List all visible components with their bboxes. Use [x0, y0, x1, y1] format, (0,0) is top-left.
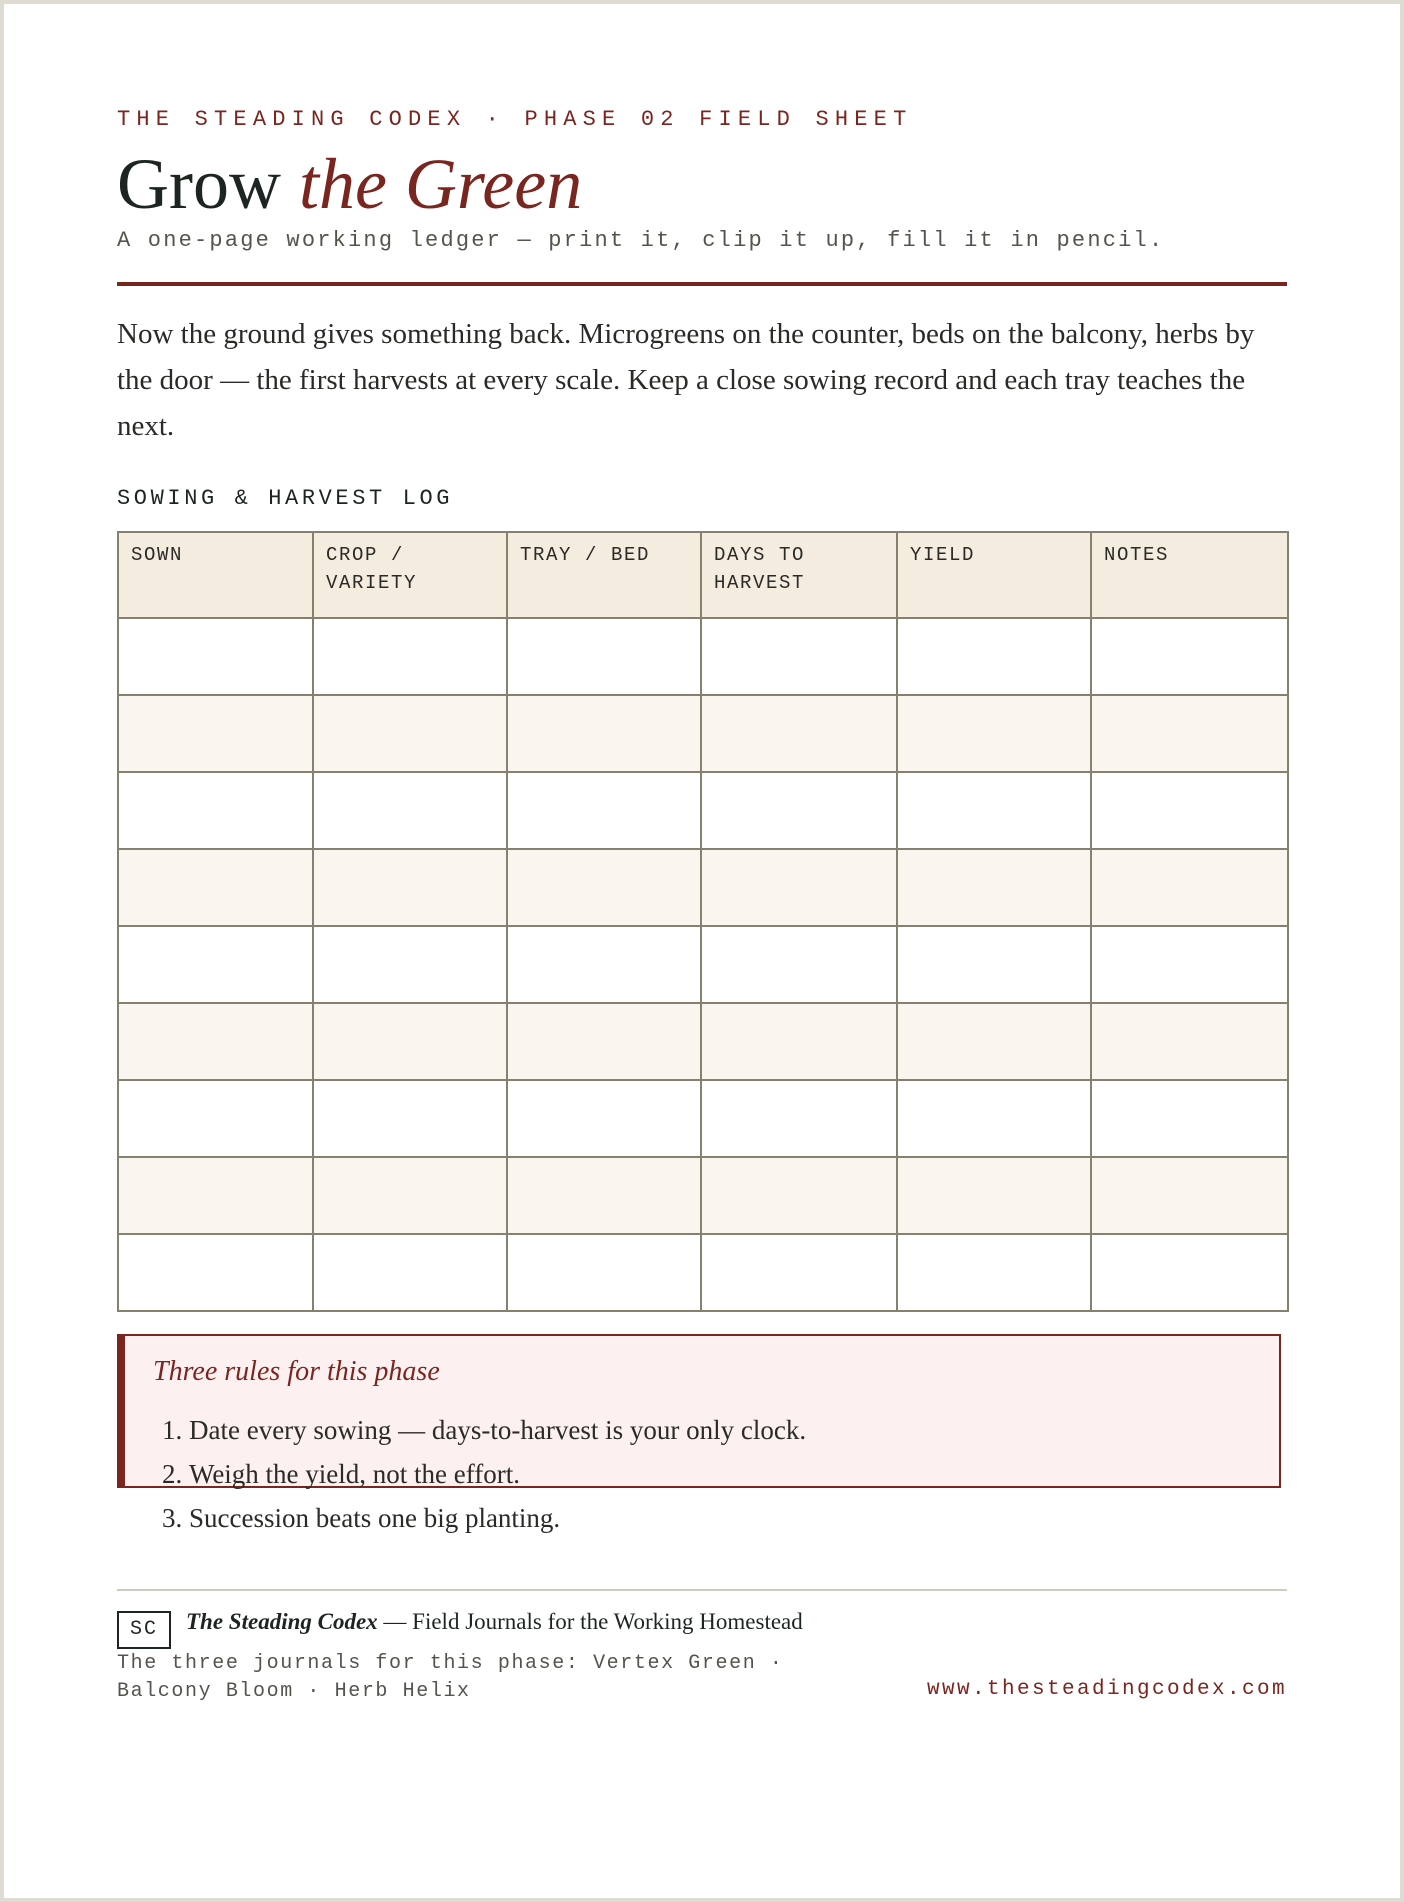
page-title: [117, 142, 582, 226]
log-entry-cell[interactable]: [1091, 1080, 1288, 1157]
log-entry-cell[interactable]: [1091, 1234, 1288, 1311]
log-entry-cell[interactable]: [701, 1003, 897, 1080]
log-entry-cell[interactable]: [507, 1080, 701, 1157]
rule-item: 1. Date every sowing — days-to-harvest is your only clock.: [189, 1408, 806, 1452]
log-entry-cell[interactable]: [1091, 695, 1288, 772]
table-row: [118, 772, 1288, 849]
column-header-days-to-harvest: DAYS TO HARVEST: [701, 532, 897, 618]
log-entry-cell[interactable]: [507, 1157, 701, 1234]
log-entry-cell[interactable]: [118, 618, 313, 695]
log-entry-cell[interactable]: [1091, 772, 1288, 849]
column-header-notes: NOTES: [1091, 532, 1288, 618]
log-entry-cell[interactable]: [897, 1080, 1091, 1157]
title-italic: the Green: [298, 144, 583, 224]
log-entry-cell[interactable]: [313, 926, 507, 1003]
log-entry-cell[interactable]: [507, 926, 701, 1003]
log-entry-cell[interactable]: [701, 1080, 897, 1157]
log-entry-cell[interactable]: [1091, 926, 1288, 1003]
table-header-row: [118, 532, 1288, 618]
table-row: [118, 849, 1288, 926]
table-row: [118, 695, 1288, 772]
log-entry-cell[interactable]: [507, 849, 701, 926]
log-entry-cell[interactable]: [701, 849, 897, 926]
log-entry-cell[interactable]: [118, 772, 313, 849]
log-entry-cell[interactable]: [701, 1157, 897, 1234]
log-entry-cell[interactable]: [118, 695, 313, 772]
column-header-yield: YIELD: [897, 532, 1091, 618]
table-row: [118, 1003, 1288, 1080]
log-entry-cell[interactable]: [118, 849, 313, 926]
rules-heading: Three rules for this phase: [153, 1356, 440, 1387]
log-entry-cell[interactable]: [313, 1003, 507, 1080]
log-entry-cell[interactable]: [313, 1080, 507, 1157]
log-table-body: [118, 618, 1288, 1311]
log-entry-cell[interactable]: [118, 1157, 313, 1234]
log-entry-cell[interactable]: [118, 1080, 313, 1157]
log-section-label: SOWING & HARVEST LOG: [117, 486, 454, 511]
log-entry-cell[interactable]: [313, 772, 507, 849]
log-entry-cell[interactable]: [118, 1003, 313, 1080]
log-entry-cell[interactable]: [897, 1003, 1091, 1080]
footer-brand-line: [186, 1609, 803, 1635]
log-entry-cell[interactable]: [897, 695, 1091, 772]
log-entry-cell[interactable]: [507, 695, 701, 772]
log-entry-cell[interactable]: [1091, 1157, 1288, 1234]
brand-logo-mark: SC: [117, 1611, 171, 1649]
log-entry-cell[interactable]: [507, 772, 701, 849]
log-entry-cell[interactable]: [313, 695, 507, 772]
log-entry-cell[interactable]: [1091, 849, 1288, 926]
page-subtitle: A one-page working ledger — print it, clip it up, fill it in pencil.: [117, 228, 1165, 253]
log-entry-cell[interactable]: [897, 772, 1091, 849]
column-header-sown: SOWN: [118, 532, 313, 618]
log-entry-cell[interactable]: [313, 849, 507, 926]
column-header-crop-variety: CROP / VARIETY: [313, 532, 507, 618]
log-entry-cell[interactable]: [507, 1003, 701, 1080]
table-row: [118, 618, 1288, 695]
log-entry-cell[interactable]: [701, 618, 897, 695]
footer-tagline: — Field Journals for the Working Homestead: [383, 1609, 803, 1634]
log-entry-cell[interactable]: [897, 926, 1091, 1003]
header-divider: [117, 282, 1287, 286]
log-entry-cell[interactable]: [701, 926, 897, 1003]
log-entry-cell[interactable]: [1091, 618, 1288, 695]
log-entry-cell[interactable]: [118, 1234, 313, 1311]
log-entry-cell[interactable]: [507, 618, 701, 695]
intro-paragraph: Now the ground gives something back. Microgreens on the counter, beds on the balcony, herbs by the door — the first harvests at every scale. Keep a close sowing record and each tray teaches the next.: [117, 318, 1255, 442]
title-plain: Grow: [117, 144, 281, 224]
log-entry-cell[interactable]: [313, 618, 507, 695]
table-row: [118, 1234, 1288, 1311]
table-row: [118, 1157, 1288, 1234]
phase-rules-box: [117, 1334, 1281, 1533]
footer-divider: [117, 1589, 1287, 1591]
log-entry-cell[interactable]: [313, 1157, 507, 1234]
log-entry-cell[interactable]: [507, 1234, 701, 1311]
table-row: [118, 1080, 1288, 1157]
footer-journals-note: The three journals for this phase: Vertex Green · Balcony Bloom · Herb Helix: [117, 1652, 784, 1703]
log-entry-cell[interactable]: [313, 1234, 507, 1311]
table-row: [118, 926, 1288, 1003]
log-entry-cell[interactable]: [701, 1234, 897, 1311]
log-entry-cell[interactable]: [1091, 1003, 1288, 1080]
log-entry-cell[interactable]: [701, 695, 897, 772]
rules-list: [157, 1408, 806, 1540]
footer-brand-name: The Steading Codex: [186, 1609, 378, 1634]
column-header-tray-bed: TRAY / BED: [507, 532, 701, 618]
rule-item: 2. Weigh the yield, not the effort.: [189, 1452, 806, 1496]
log-entry-cell[interactable]: [118, 926, 313, 1003]
log-entry-cell[interactable]: [897, 849, 1091, 926]
log-entry-cell[interactable]: [897, 618, 1091, 695]
sowing-harvest-log-table: [117, 531, 1289, 1312]
log-entry-cell[interactable]: [701, 772, 897, 849]
log-entry-cell[interactable]: [897, 1157, 1091, 1234]
log-entry-cell[interactable]: [897, 1234, 1091, 1311]
footer-website-link[interactable]: www.thesteadingcodex.com: [926, 1678, 1287, 1701]
series-kicker: THE STEADING CODEX · PHASE 02 FIELD SHEET: [117, 107, 913, 132]
rule-item: 3. Succession beats one big planting.: [189, 1496, 806, 1540]
